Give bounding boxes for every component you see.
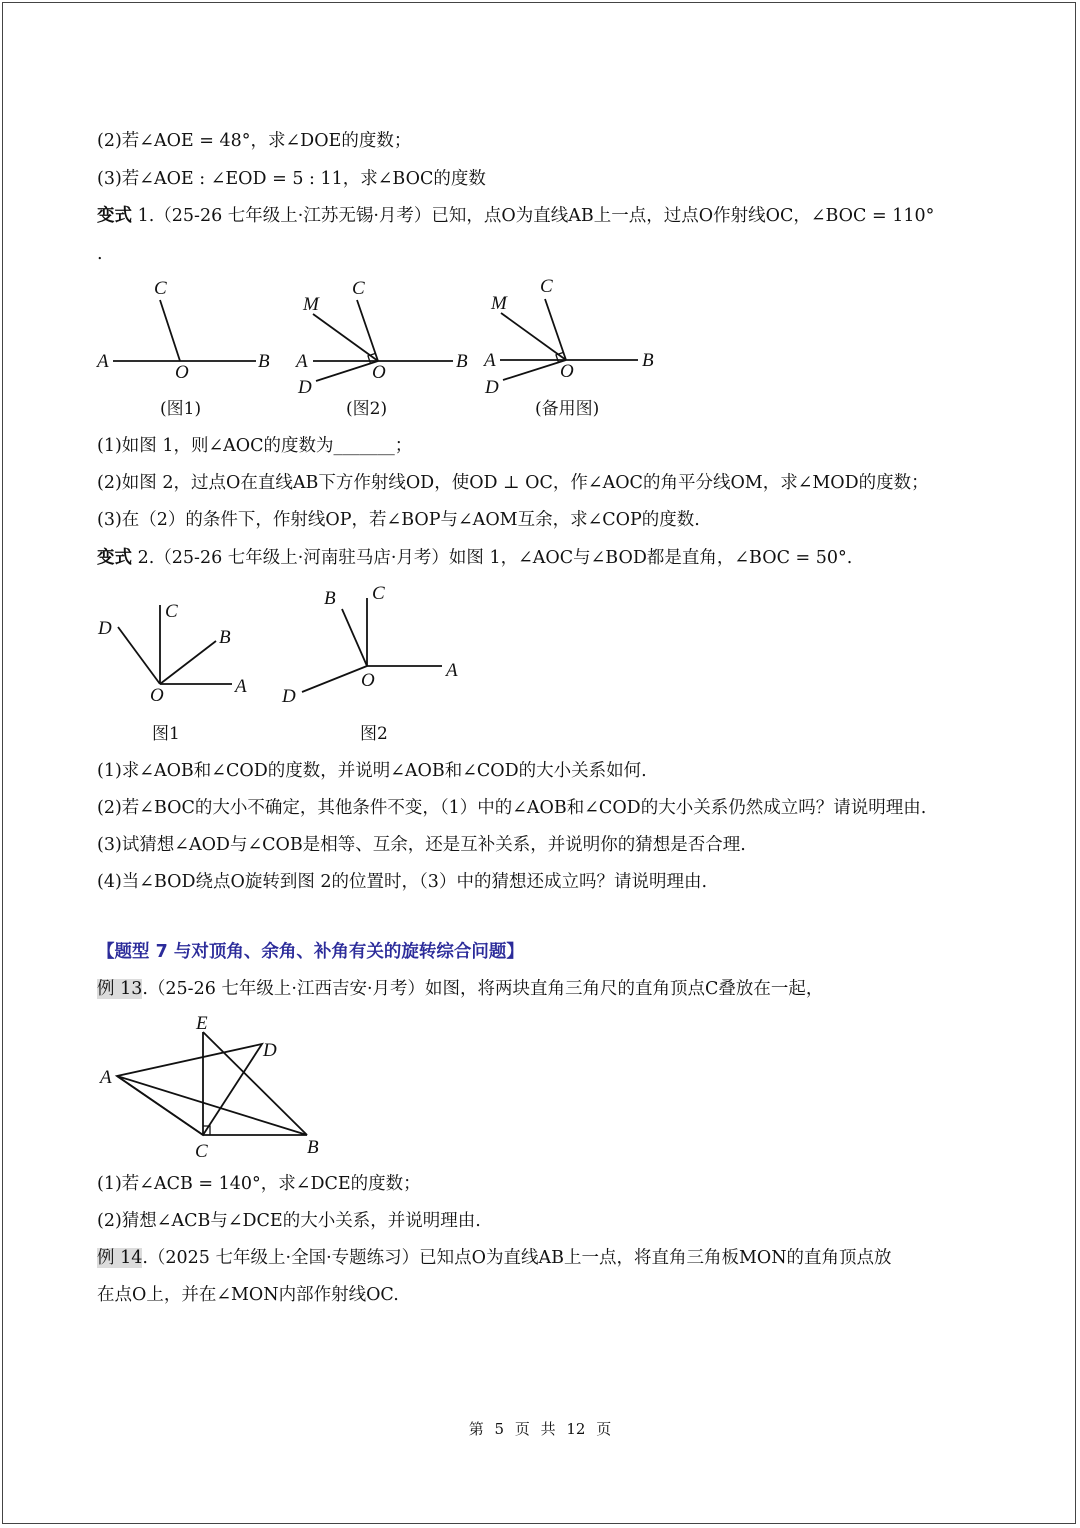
section-title: 【题型 7 与对顶角、余角、补角有关的旋转综合问题】 xyxy=(97,942,524,962)
variant-2-question-2: (2)若∠BOC的大小不确定，其他条件不变，（1）中的∠AOB和∠COD的大小关系仍然成立吗？请说明理由. xyxy=(97,798,927,818)
label-D: D xyxy=(263,1040,277,1061)
variant-2-question-3: (3)试猜想∠AOD与∠COB是相等、互余，还是互补关系，并说明你的猜想是否合理. xyxy=(97,835,746,855)
example-label: 例 13 xyxy=(97,979,143,999)
label-C: C xyxy=(154,278,167,299)
variant-1-text: 1.（25-26 七年级上·江苏无锡·月考）已知，点O为直线AB上一点，过点O作射线OC，∠BOC = 110° xyxy=(137,206,935,226)
variant-label: 变式 xyxy=(97,206,132,226)
label-M: M xyxy=(303,294,319,315)
label-C: C xyxy=(352,278,365,299)
label-C: C xyxy=(540,276,553,297)
label-A: A xyxy=(97,351,109,372)
label-O: O xyxy=(175,362,189,383)
label-B: B xyxy=(258,351,270,372)
caption-fig2: (图2) xyxy=(346,399,388,419)
variant-1-question-3: (3)在（2）的条件下，作射线OP，若∠BOP与∠AOM互余，求∠COP的度数. xyxy=(97,510,700,530)
example-14-text-2: 在点O上，并在∠MON内部作射线OC. xyxy=(97,1285,399,1305)
example-13-text: .（25-26 七年级上·江西吉安·月考）如图，将两块直角三角尺的直角顶点C叠放在一起， xyxy=(142,979,824,999)
variant-1-question-1: (1)如图 1，则∠AOC的度数为_______； xyxy=(97,436,413,456)
label-B: B xyxy=(219,627,231,648)
label-A: A xyxy=(235,676,247,697)
caption-fig3: (备用图) xyxy=(535,399,600,419)
label-O: O xyxy=(150,685,164,706)
question-2: (2)若∠AOE = 48°，求∠DOE的度数； xyxy=(97,131,412,151)
caption-fig1: 图1 xyxy=(152,724,180,744)
label-E: E xyxy=(196,1013,208,1034)
variant-1-question-2: (2)如图 2，过点O在直线AB下方作射线OD，使OD ⊥ OC，作∠AOC的角平分线OM，求∠MOD的度数； xyxy=(97,473,929,493)
label-D: D xyxy=(485,377,499,398)
question-3: (3)若∠AOE : ∠EOD = 5 : 11，求∠BOC的度数 xyxy=(97,169,486,189)
example-14-heading xyxy=(97,1246,892,1270)
example-label: 例 14 xyxy=(97,1248,143,1268)
label-C: C xyxy=(372,583,385,604)
label-B: B xyxy=(456,351,468,372)
variant-1-dot: . xyxy=(97,244,103,264)
example-14-text: .（2025 七年级上·全国·专题练习）已知点O为直线AB上一点，将直角三角板MON的直角顶点放 xyxy=(142,1248,892,1268)
label-B: B xyxy=(307,1137,319,1158)
caption-fig1: (图1) xyxy=(160,399,202,419)
variant-2-question-4: (4)当∠BOD绕点O旋转到图 2的位置时，（3）中的猜想还成立吗？请说明理由. xyxy=(97,872,708,892)
label-B: B xyxy=(642,350,654,371)
label-O: O xyxy=(372,362,386,383)
caption-fig2: 图2 xyxy=(360,724,388,744)
variant-2-text: 2.（25-26 七年级上·河南驻马店·月考）如图 1，∠AOC与∠BOD都是直角，∠BOC = 50°. xyxy=(137,548,853,568)
page-footer: 第 5 页 共 12 页 xyxy=(468,1420,612,1438)
example-13-question-1: (1)若∠ACB = 140°，求∠DCE的度数； xyxy=(97,1174,421,1194)
label-O: O xyxy=(560,361,574,382)
variant-label: 变式 xyxy=(97,548,132,568)
label-A: A xyxy=(484,350,496,371)
label-D: D xyxy=(282,686,296,707)
label-D: D xyxy=(98,618,112,639)
label-C: C xyxy=(195,1141,208,1162)
example-13-question-2: (2)猜想∠ACB与∠DCE的大小关系，并说明理由. xyxy=(97,1211,481,1231)
label-O: O xyxy=(361,670,375,691)
label-C: C xyxy=(165,601,178,622)
label-D: D xyxy=(298,377,312,398)
label-A: A xyxy=(296,351,308,372)
label-A: A xyxy=(100,1067,112,1088)
label-M: M xyxy=(491,293,507,314)
label-A: A xyxy=(446,660,458,681)
variant-2-question-1: (1)求∠AOB和∠COD的度数，并说明∠AOB和∠COD的大小关系如何. xyxy=(97,761,647,781)
label-B: B xyxy=(324,588,336,609)
